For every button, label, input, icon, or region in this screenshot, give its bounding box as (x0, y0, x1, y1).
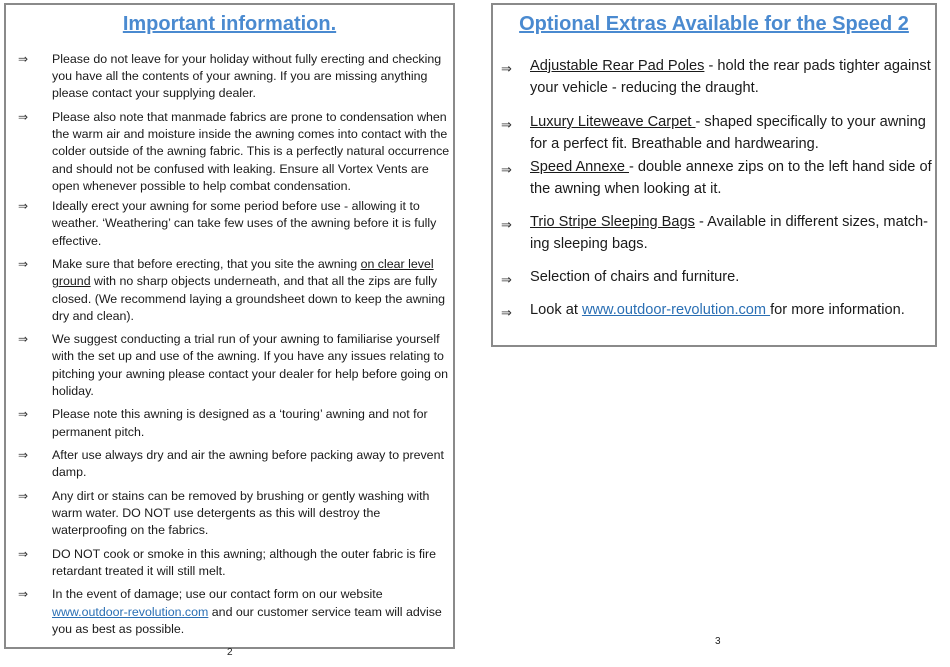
list-item-text: Trio Stripe Sleeping Bags - Available in different sizes, match-ing sleeping bags. (530, 214, 929, 252)
list-item-text: Please note this awning is designed as a ‘touring’ awning and not for permanent pitch. (52, 407, 428, 439)
extra-name: Adjustable Rear Pad Poles (530, 58, 705, 74)
list-item (18, 51, 450, 103)
list-item-text: We suggest conducting a trial run of your awning to familiarise yourself with the set up and use of the awning. If you have any issues relating to pitching your awning please contact your dealer for help before going on holiday. (52, 332, 449, 398)
arrow-right-icon: ⇒ (18, 448, 29, 463)
extra-name: Luxury Liteweave Carpet (530, 114, 696, 130)
list-item (18, 198, 450, 250)
underlined-phrase: on clear level ground (52, 257, 434, 289)
important-information-panel (4, 3, 455, 649)
list-item-text: Speed Annexe - double annexe zips on to the left hand side of the awning when looking at it. (530, 159, 932, 197)
arrow-right-icon: ⇒ (18, 332, 29, 347)
arrow-right-icon: ⇒ (18, 257, 29, 272)
list-item-text: Please also note that manmade fabrics are prone to condensation when the warm air and moisture inside the awning comes into contact with the colder outside of the awning fabric. This is a perfectly natural occurrence and should not be confused with leaking. Ensure all Vortex Vents are open whenever possible to help combat condensation. (52, 109, 450, 193)
arrow-right-icon: ⇒ (18, 407, 29, 422)
list-item-text: Ideally erect your awning for some period before use - allowing it to weather. ‘Weathering’ can take few uses of the awning before it is fully effective. (52, 199, 437, 248)
extra-name: Trio Stripe Sleeping Bags (530, 214, 695, 230)
important-information-title: Important information. (122, 13, 337, 35)
optional-extras-panel (491, 3, 937, 347)
arrow-right-icon: ⇒ (501, 272, 512, 287)
list-item (501, 211, 933, 255)
website-link[interactable]: www.outdoor-revolution.com (581, 302, 771, 318)
important-information-list (18, 51, 450, 644)
page-number-left: 2 (227, 647, 233, 658)
list-item (501, 266, 933, 288)
arrow-right-icon: ⇒ (18, 109, 29, 124)
list-item (18, 546, 450, 580)
list-item (18, 406, 450, 440)
list-item-text: In the event of damage; use our contact form on our website www.outdoor-revolution.com and our customer service team will advise you as best as possible. (52, 587, 442, 636)
list-item (501, 111, 933, 155)
list-item-text: After use always dry and air the awning before packing away to prevent damp. (52, 448, 444, 480)
list-item (18, 488, 450, 540)
website-link[interactable]: www.outdoor-revolution.com (52, 604, 209, 619)
list-item-text: Luxury Liteweave Carpet - shaped specifically to your awning for a perfect fit. Breathable and hardwearing. (530, 114, 926, 152)
arrow-right-icon: ⇒ (501, 61, 512, 76)
arrow-right-icon: ⇒ (501, 162, 512, 177)
arrow-right-icon: ⇒ (18, 199, 29, 214)
arrow-right-icon: ⇒ (18, 488, 29, 503)
arrow-right-icon: ⇒ (18, 587, 29, 602)
list-item-text: Please do not leave for your holiday without fully erecting and checking you have all the contents of your awning. If you are missing anything please contact your supplying dealer. (52, 52, 442, 101)
extra-name: Speed Annexe (530, 159, 629, 175)
list-item (501, 55, 933, 99)
arrow-right-icon: ⇒ (18, 546, 29, 561)
list-item-text: DO NOT cook or smoke in this awning; although the outer fabric is fire retardant treated it will still melt. (52, 546, 437, 578)
optional-extras-list (501, 55, 933, 321)
list-item (501, 299, 933, 321)
list-item (18, 447, 450, 481)
arrow-right-icon: ⇒ (18, 52, 29, 66)
list-item-text: Make sure that before erecting, that you site the awning on clear level ground with no sharp objects underneath, and that all the zips are fully closed. (We recommend laying a groundsheet down to keep the awning dry and clean). (52, 257, 446, 323)
list-item-text: Selection of chairs and furniture. (530, 269, 740, 285)
list-item-text: Any dirt or stains can be removed by brushing or gently washing with warm water. DO NOT use detergents as this will destroy the waterproofing on the fabrics. (52, 488, 430, 538)
arrow-right-icon: ⇒ (501, 217, 512, 232)
list-item (18, 331, 450, 400)
arrow-right-icon: ⇒ (501, 305, 512, 320)
optional-extras-title: Optional Extras Available for the Speed 2 (519, 13, 909, 35)
list-item (18, 256, 450, 325)
list-item-text: Adjustable Rear Pad Poles - hold the rear pads tighter against your vehicle - reducing the draught. (530, 58, 931, 96)
page-number-right: 3 (715, 636, 721, 647)
list-item (18, 109, 450, 195)
list-item-text: Look at www.outdoor-revolution.com for more information. (530, 302, 905, 318)
list-item (501, 156, 933, 200)
list-item (18, 586, 450, 638)
arrow-right-icon: ⇒ (501, 117, 512, 132)
